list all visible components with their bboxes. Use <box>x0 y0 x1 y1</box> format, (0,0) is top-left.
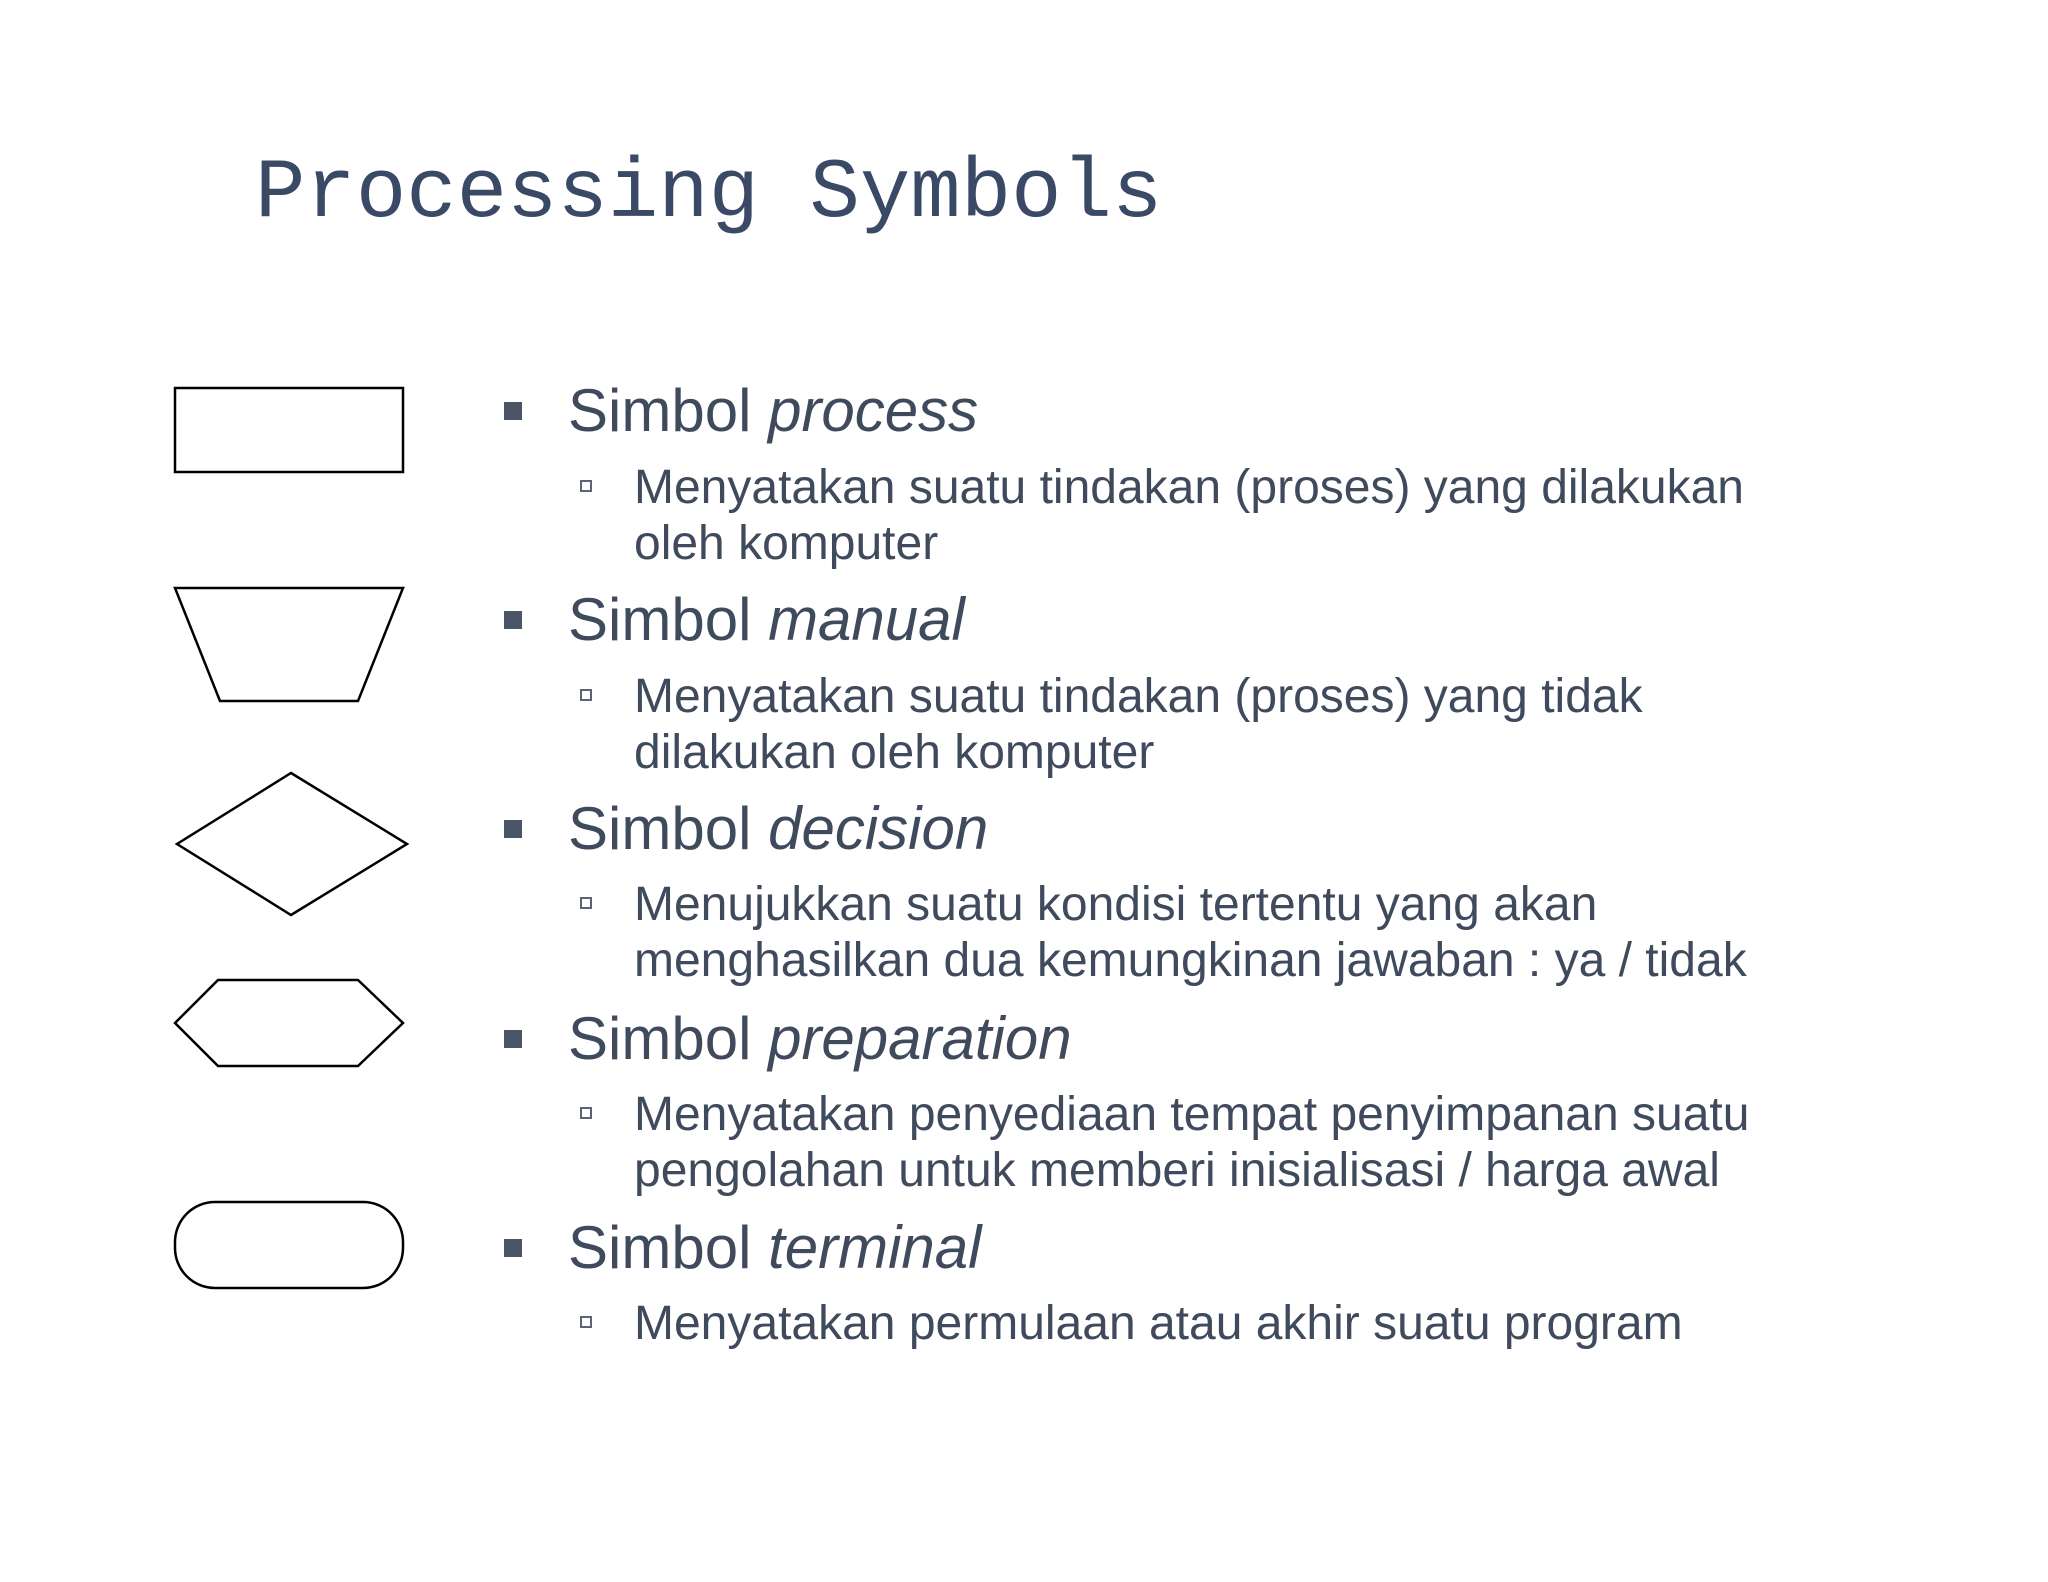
item-label: Simbol <box>568 1214 752 1281</box>
sub-bullet-icon <box>580 689 592 701</box>
item-label: Simbol <box>568 1005 752 1072</box>
item-heading <box>568 584 965 656</box>
item-term: preparation <box>768 1005 1072 1072</box>
item-term: manual <box>768 586 965 653</box>
item-label: Simbol <box>568 377 752 444</box>
item-description: Menyatakan suatu tindakan (proses) yang tidak dilakukan oleh komputer <box>634 670 1643 779</box>
sub-bullet-icon <box>580 1316 592 1328</box>
item-heading <box>568 1003 1072 1075</box>
slide-title: Processing Symbols <box>255 147 1163 242</box>
item-description: Menujukkan suatu kondisi tertentu yang akan menghasilkan dua kemungkinan jawaban : ya / tidak <box>634 878 1747 987</box>
item-label: Simbol <box>568 586 752 653</box>
item-description: Menyatakan penyediaan tempat penyimpanan suatu pengolahan untuk memberi inisialisasi / harga awal <box>634 1088 1750 1197</box>
sub-bullet-icon <box>580 480 592 492</box>
item-description: Menyatakan suatu tindakan (proses) yang dilakukan oleh komputer <box>634 461 1744 570</box>
item-term: process <box>768 377 979 444</box>
bullet-icon <box>504 1239 522 1257</box>
hexagon-icon <box>172 977 406 1069</box>
item-term: decision <box>768 795 989 862</box>
bullet-icon <box>504 402 522 420</box>
item-description: Menyatakan permulaan atau akhir suatu program <box>634 1297 1683 1350</box>
bullet-icon <box>504 1030 522 1048</box>
rounded-rectangle-icon <box>172 1199 406 1291</box>
sub-bullet-icon <box>580 1107 592 1119</box>
bullet-icon <box>504 820 522 838</box>
bullet-icon <box>504 611 522 629</box>
item-heading <box>568 1212 981 1284</box>
item-heading <box>568 375 978 447</box>
item-label: Simbol <box>568 795 752 862</box>
diamond-icon <box>174 770 410 918</box>
item-heading <box>568 793 988 865</box>
rectangle-icon <box>172 385 406 475</box>
sub-bullet-icon <box>580 897 592 909</box>
trapezoid-icon <box>172 585 406 705</box>
item-term: terminal <box>768 1214 982 1281</box>
